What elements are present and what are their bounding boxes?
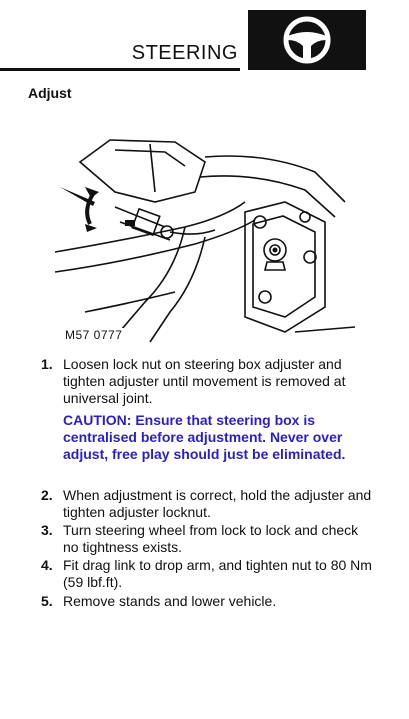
figure-reference-code: M57 0777: [65, 328, 123, 342]
step-text: Turn steering wheel from lock to lock and check no tightness exists.: [63, 522, 359, 555]
step-text: When adjustment is correct, hold the adjuster and tighten adjuster locknut.: [63, 487, 372, 520]
step-text: Loosen lock nut on steering box adjuster and tighten adjuster until movement is removed at universal joint.: [63, 356, 346, 406]
chapter-title: STEERING: [131, 42, 238, 64]
caution-note: CAUTION: Ensure that steering box is centralised before adjustment. Never over adjust, free play should just be eliminated.: [63, 412, 346, 462]
step-number: 3.: [41, 522, 53, 538]
header-rule: [0, 68, 240, 71]
step-number: 1.: [41, 356, 53, 372]
step-number: 2.: [41, 487, 53, 503]
step-number: 4.: [41, 557, 53, 573]
step-text: Fit drag link to drop arm, and tighten nut to 80 Nm (59 lbf.ft).: [63, 557, 372, 590]
section-title: Adjust: [28, 85, 72, 101]
step-text: Remove stands and lower vehicle.: [63, 593, 277, 609]
chapter-badge: [248, 10, 366, 70]
steering-wheel-icon: [283, 14, 331, 66]
steering-box-adjuster-drawing: [55, 132, 355, 347]
step-number: 5.: [41, 593, 53, 609]
technical-illustration: [55, 132, 355, 347]
